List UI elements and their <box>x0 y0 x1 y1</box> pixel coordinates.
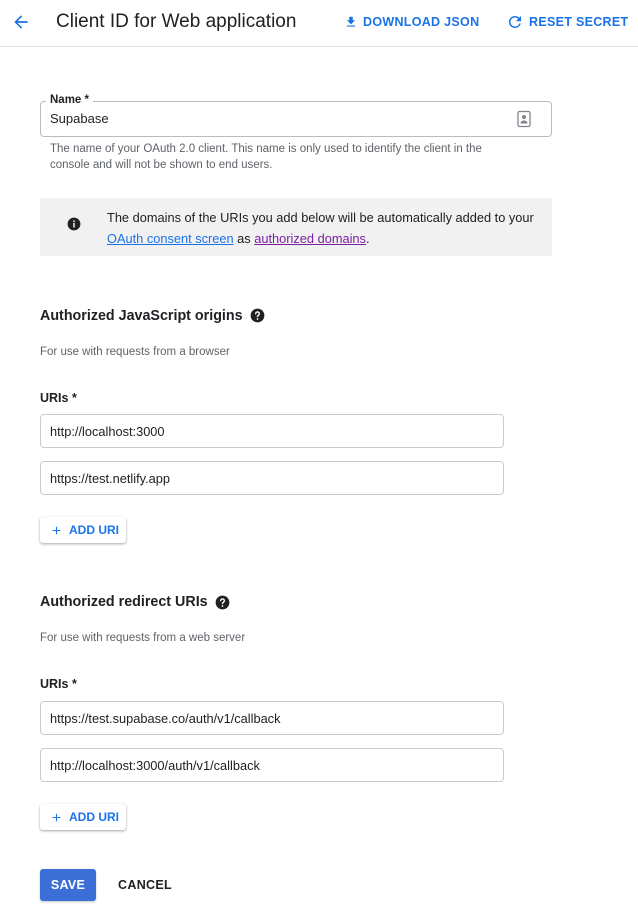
info-text-after: . <box>365 231 370 246</box>
redirect-uri-input[interactable] <box>40 701 504 735</box>
name-field-helper: The name of your OAuth 2.0 client. This name is only used to identify the client in the console and will not be shown to end users. <box>50 143 482 171</box>
name-field-label: Name * <box>46 93 93 107</box>
reset-secret-button[interactable] <box>506 12 628 32</box>
js-origin-uri-input[interactable] <box>40 414 504 448</box>
authorized-domains-link[interactable]: authorized domains <box>254 231 366 246</box>
add-uri-label: ADD URI <box>69 523 119 537</box>
redirect-uris-subtitle: For use with requests from a web server <box>40 632 246 644</box>
help-icon[interactable] <box>215 595 230 610</box>
js-origins-subtitle: For use with requests from a browser <box>40 346 230 358</box>
download-json-button[interactable] <box>344 12 479 32</box>
js-origins-title: Authorized JavaScript origins <box>40 308 243 324</box>
save-button[interactable]: SAVE <box>40 869 96 901</box>
info-text-mid: as <box>233 231 255 246</box>
redirect-uris-title: Authorized redirect URIs <box>40 594 208 610</box>
js-origins-uris-label: URIs * <box>40 391 77 405</box>
contact-card-icon <box>516 110 532 128</box>
redirect-uri-input[interactable] <box>40 748 504 782</box>
js-origin-uri-input[interactable] <box>40 461 504 495</box>
plus-icon <box>50 811 63 824</box>
add-redirect-uri-button[interactable] <box>40 804 126 830</box>
reset-secret-label: RESET SECRET <box>529 15 629 29</box>
info-icon <box>67 217 81 231</box>
plus-icon <box>50 524 63 537</box>
info-banner-text <box>107 207 537 249</box>
name-field-value[interactable]: Supabase <box>50 111 109 126</box>
refresh-icon <box>506 13 524 31</box>
download-json-label: DOWNLOAD JSON <box>363 15 480 29</box>
download-icon <box>344 15 358 29</box>
back-button[interactable] <box>8 9 34 35</box>
info-text-before: The domains of the URIs you add below will be automatically added to your <box>107 210 534 225</box>
cancel-button[interactable]: CANCEL <box>118 878 172 892</box>
app-header <box>0 0 638 47</box>
oauth-consent-screen-link[interactable]: OAuth consent screen <box>107 231 234 246</box>
page-title: Client ID for Web application <box>56 11 297 32</box>
arrow-back-icon <box>11 12 31 32</box>
add-js-origin-button[interactable] <box>40 517 126 543</box>
help-icon[interactable] <box>250 308 265 323</box>
redirect-uris-label: URIs * <box>40 677 77 691</box>
add-uri-label: ADD URI <box>69 810 119 824</box>
name-field[interactable] <box>40 101 552 137</box>
